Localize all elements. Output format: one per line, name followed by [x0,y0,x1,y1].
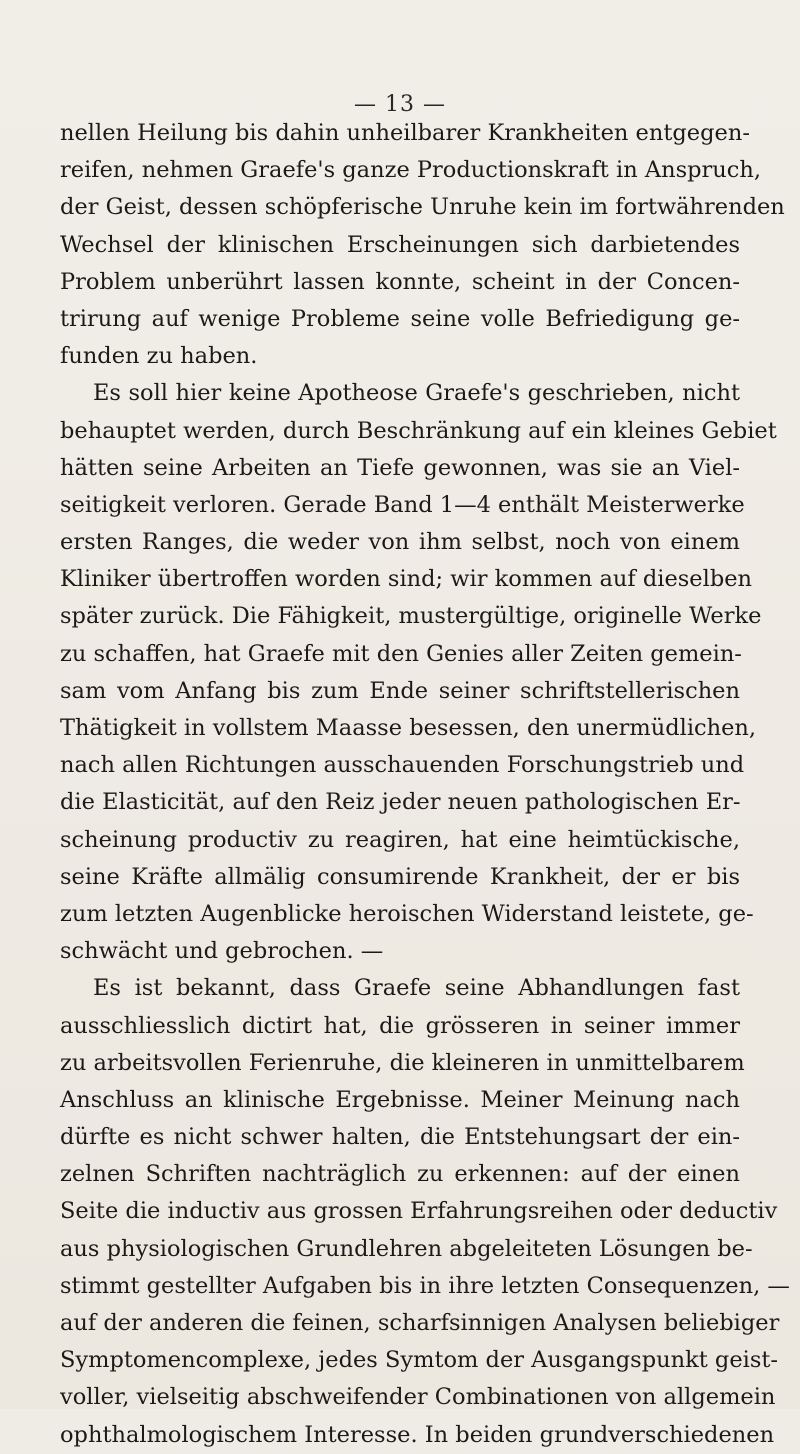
text-line: voller, vielseitig abschweifender Combinationen von allgemein [60,1384,776,1411]
text-line: ophthalmologischem Interesse. In beiden grundverschiedenen [60,1421,775,1448]
text-line: reifen, nehmen Graefe's ganze Productionskraft in Anspruch, [60,157,762,184]
text-line: Kliniker übertroffen worden sind; wir kommen auf dieselben [60,566,753,593]
text-line: nellen Heilung bis dahin unheilbarer Krankheiten entgegen- [60,120,750,146]
body-text [60,115,790,1454]
text-line: Es soll hier keine Apotheose Graefe's geschrieben, nicht [93,380,740,407]
text-line: Problem unberührt lassen konnte, scheint in der Concen- [60,268,740,295]
text-line: stimmt gestellter Aufgaben bis in ihre letzten Consequenzen, — [60,1272,790,1299]
text-line: funden zu haben. [60,343,258,370]
text-line: ausschliesslich dictirt hat, die grösseren in seiner immer [60,1012,740,1039]
text-line: Es ist bekannt, dass Graefe seine Abhandlungen fast [93,975,740,1002]
text-line: zu schaffen, hat Graefe mit den Genies aller Zeiten gemein- [60,640,742,667]
text-line: behauptet werden, durch Beschränkung auf ein kleines Gebiet [60,417,777,444]
text-line: seitigkeit verloren. Gerade Band 1—4 enthält Meisterwerke [60,491,745,518]
text-line: Anschluss an klinische Ergebnisse. Meiner Meinung nach [60,1086,740,1113]
text-line: Symptomencomplexe, jedes Symtom der Ausgangspunkt geist- [60,1347,779,1374]
text-line: zelnen Schriften nachträglich zu erkennen: auf der einen [60,1161,740,1188]
text-line: sam vom Anfang bis zum Ende seiner schriftstellerischen [60,677,740,704]
text-line: Thätigkeit in vollstem Maasse besessen, den unermüdlichen, [60,715,757,741]
text-line: der Geist, dessen schöpferische Unruhe kein im fortwährenden [60,194,785,221]
text-line: hätten seine Arbeiten an Tiefe gewonnen, was sie an Viel- [60,454,740,481]
text-line: zu arbeitsvollen Ferienruhe, die kleineren in unmittelbarem [60,1049,745,1076]
text-line: scheinung productiv zu reagiren, hat eine heimtückische, [60,826,740,853]
text-line: zum letzten Augenblicke heroischen Widerstand leistete, ge- [60,900,754,927]
text-line: seine Kräfte allmälig consumirende Krankheit, der er bis [60,863,740,890]
page-number: — 13 — [354,92,446,117]
text-line: Seite die inductiv aus grossen Erfahrungsreihen oder deductiv [60,1198,778,1225]
text-line: schwächt und gebrochen. — [60,938,384,965]
text-line: nach allen Richtungen ausschauenden Forschungstrieb und [60,752,745,779]
text-line: Wechsel der klinischen Erscheinungen sich darbietendes [60,231,740,258]
text-line: auf der anderen die feinen, scharfsinnigen Analysen beliebiger [60,1310,780,1336]
text-line: aus physiologischen Grundlehren abgeleiteten Lösungen be- [60,1235,753,1262]
text-line: die Elasticität, auf den Reiz jeder neuen pathologischen Er- [60,789,741,816]
text-line: ersten Ranges, die weder von ihm selbst, noch von einem [60,529,740,556]
text-line: dürfte es nicht schwer halten, die Entstehungsart der ein- [60,1124,740,1151]
text-line: trirung auf wenige Probleme seine volle Befriedigung ge- [60,305,740,332]
text-line: später zurück. Die Fähigkeit, mustergültige, originelle Werke [60,603,762,630]
